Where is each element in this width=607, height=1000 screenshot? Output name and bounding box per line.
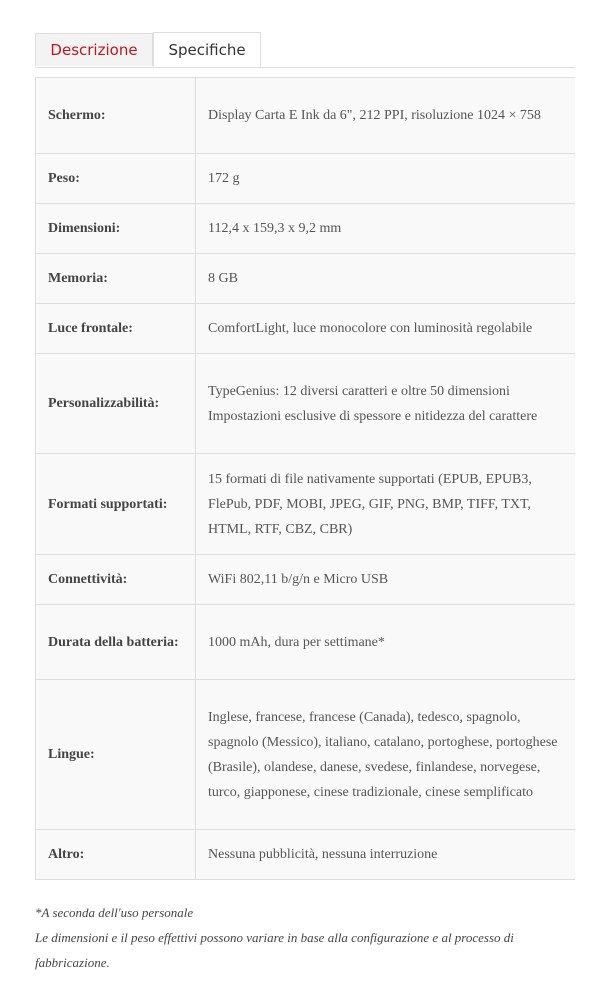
table-row bbox=[36, 254, 576, 304]
spec-value: Inglese, francese, francese (Canada), tedesco, spagnolo, spagnolo (Messico), italiano, catalano, portoghese, portoghese (Brasile), olandese, danese, svedese, finlandese, norvegese, turco, giapponese, cinese tradizionale, cinese semplificato bbox=[196, 680, 576, 830]
tab-descrizione[interactable]: Descrizione bbox=[35, 33, 153, 66]
spec-value: 1000 mAh, dura per settimane* bbox=[196, 605, 576, 680]
spec-label: Dimensioni: bbox=[36, 204, 196, 254]
table-row bbox=[36, 830, 576, 880]
spec-label: Schermo: bbox=[36, 78, 196, 154]
spec-label: Luce frontale: bbox=[36, 304, 196, 354]
tab-specifiche[interactable]: Specifiche bbox=[153, 32, 261, 67]
spec-value: 172 g bbox=[196, 154, 576, 204]
table-row bbox=[36, 354, 576, 454]
spec-value: 15 formati di file nativamente supportati (EPUB, EPUB3, FlePub, PDF, MOBI, JPEG, GIF, PNG, BMP, TIFF, TXT, HTML, RTF, CBZ, CBR) bbox=[196, 454, 576, 555]
spec-label: Formati supportati: bbox=[36, 454, 196, 555]
table-row bbox=[36, 454, 576, 555]
table-row bbox=[36, 555, 576, 605]
spec-label: Connettività: bbox=[36, 555, 196, 605]
tab-bar bbox=[35, 33, 575, 68]
spec-label: Lingue: bbox=[36, 680, 196, 830]
table-row bbox=[36, 204, 576, 254]
spec-value: WiFi 802,11 b/g/n e Micro USB bbox=[196, 555, 576, 605]
spec-value: ComfortLight, luce monocolore con luminosità regolabile bbox=[196, 304, 576, 354]
spec-label: Durata della batteria: bbox=[36, 605, 196, 680]
footnote-disclaimer: Le dimensioni e il peso effettivi possono variare in base alla configurazione e al processo di fabbricazione. bbox=[35, 930, 514, 970]
specs-table bbox=[35, 77, 575, 880]
table-row bbox=[36, 680, 576, 830]
spec-value: 8 GB bbox=[196, 254, 576, 304]
spec-label: Altro: bbox=[36, 830, 196, 880]
table-row bbox=[36, 154, 576, 204]
spec-label: Peso: bbox=[36, 154, 196, 204]
table-row bbox=[36, 78, 576, 154]
table-row bbox=[36, 304, 576, 354]
footnote-usage: *A seconda dell'uso personale bbox=[35, 905, 194, 920]
spec-value: Nessuna pubblicità, nessuna interruzione bbox=[196, 830, 576, 880]
spec-label: Memoria: bbox=[36, 254, 196, 304]
spec-value: 112,4 x 159,3 x 9,2 mm bbox=[196, 204, 576, 254]
spec-value: TypeGenius: 12 diversi caratteri e oltre 50 dimensioni Impostazioni esclusive di spessore e nitidezza del carattere bbox=[196, 354, 576, 454]
spec-value: Display Carta E Ink da 6", 212 PPI, risoluzione 1024 × 758 bbox=[196, 78, 576, 154]
footnotes bbox=[35, 900, 575, 975]
spec-label: Personalizzabilità: bbox=[36, 354, 196, 454]
table-row bbox=[36, 605, 576, 680]
